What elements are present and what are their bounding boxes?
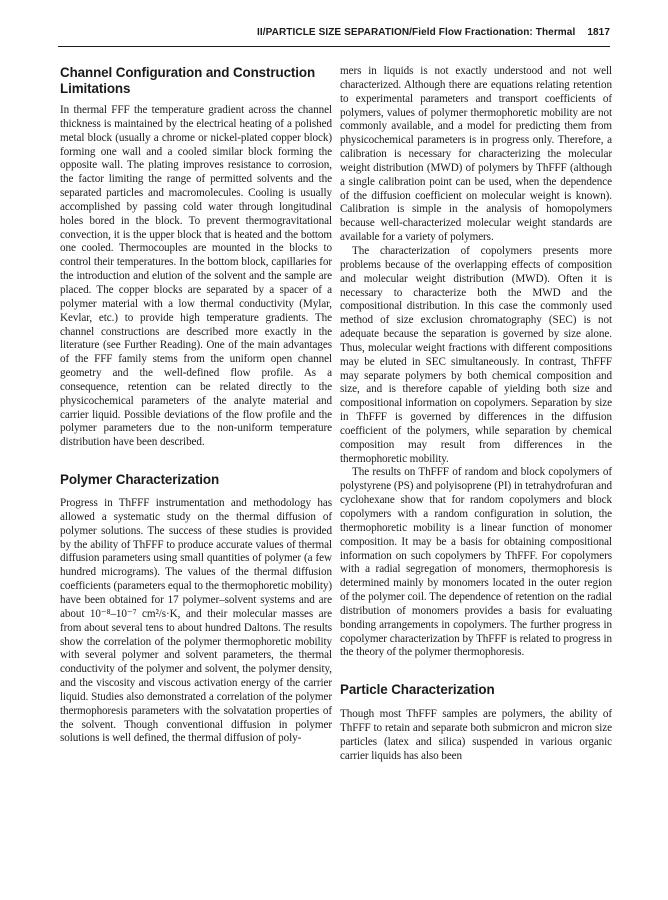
paragraph-polymer-calibration: mers in liquids is not exactly understood and not well characterized. Although there are equations relating retention to experimental parameters and transport coefficients of polymers, values of polymer thermophoretic mobility are not commonly available, and a model for predicting them from physicochemical parameters is in progress only. Therefore, a calibration is necessary for characterizing the molecular weight distribution (MWD) of polymers by ThFFF (although a single calibration point can be used, when the dependence of the diffusion coefficient on molecular weight is known). Calibration is simple in the analysis of homopolymers because well-characterized molecular weight standards are available for a variety of polymers. [340,65,612,244]
running-head [58,27,610,38]
paragraph-polymer-characterization: Progress in ThFFF instrumentation and methodology has allowed a systematic study on the thermal diffusion of polymer solutions. The success of these studies is provided by the ability of ThFFF to produce accurate values of thermal diffusion parameters using small quantities of polymer (a few hundred micrograms). The values of the thermal diffusion coefficients (parameters equal to the thermophoretic mobility) have been obtained for 17 polymer–solvent systems and are about 10⁻⁸–10⁻⁷ cm²/s·K, and their molecular masses are from about several tens to about hundred Daltons. The results show the correlation of the polymer thermophoretic mobility with several polymer and solvent parameters, the thermal conductivity of the polymer and solvent, the polymer density, and the viscosity and viscous activation energy of the carrier liquid. Studies also demonstrated a correlation of the polymer thermophoresis parameters with the solvatation properties of the solvent. Though conventional diffusion in polymer solutions is well defined, the thermal diffusion of poly- [60,497,333,745]
paragraph-channel-configuration: In thermal FFF the temperature gradient across the channel thickness is maintained by the electrical heating of a polished metal block (usually a chrome or nickel-plated copper block) forming one wall and a cooled similar block forming the opposite wall. The plating improves resistance to corrosion, the factor limiting the range of permitted solvents and the separated particles and macromolecules. Cooling is usually accomplished by passing cold water through longitudinal holes bored in the block. To prevent thermogravitational convection, it is the upper block that is heated and the bottom one cooled. Thermocouples are mounted in the blocks to control their temperatures. In the bottom block, capillaries for the introduction and elution of the solvent and the sample are placed. The copper blocks are separated by a spacer of a polymer material with a low thermal conductivity (Mylar, Kevlar, etc.) to provide high temperature gradients. The channel constructions are described more exactly in the literature (see Further Reading). One of the main advantages of the FFF family stems from the uniform open channel geometry and the well-defined flow profile. As a consequence, retention can be related directly to the physicochemical parameters of the analyte material and carrier liquid. Possible deviations of the flow profile and the polymer parameters due to the non-uniform temperature distribution have been described. [60,104,332,449]
section-heading-channel-configuration: Channel Configuration and Construction Limitations [60,65,316,96]
right-column [340,65,612,764]
page-number: 1817 [587,27,610,38]
paragraph-particle-characterization: Though most ThFFF samples are polymers, the ability of ThFFF to retain and separate both submicron and micron size particles (latex and silica) suspended in various organic carrier liquids has also been [340,708,612,762]
paragraph-copolymer-results: The results on ThFFF of random and block copolymers of polystyrene (PS) and polyisoprene (PI) in tetrahydrofuran and cyclohexane show that for random copolymers and block copolymers with a random configuration in solution, the thermophoretic mobility is a linear function of monomer composition. It may be a basis for obtaining compositional information on such copolymers by ThFFF. For copolymers with a radial segregation of monomers, thermophoresis is determined mainly by monomers located in the outer region of the polymer coil. The dependence of retention on the radial distribution of monomers provides a basis for evaluating bonding arrangements in copolymers. The further progress in copolymer characterization by ThFFF is related to progress in the theory of the polymer thermophoresis. [340,466,612,659]
header-rule [58,46,610,47]
left-column [60,65,332,746]
section-heading-polymer-characterization: Polymer Characterization [60,472,220,488]
paragraph-copolymer-characterization: The characterization of copolymers presents more problems because of the overlapping effects of composition and molecular weight distribution (MWD). Often it is necessary to characterize both the MWD and the compositional distribution. In this case the commonly used method of size exclusion chromatography (SEC) is not adequate because the separation is governed by size alone. Thus, molecular weight fractions with different compositions may be eluted in SEC simultaneously. In contrast, ThFFF may separate polymers by both chemical composition and size, and is therefore capable of yielding both size and compositional information on copolymers. Separation by size in ThFFF is governed by differences in the diffusion coefficient of the polymers, while separation by chemical composition may result from differences in the thermophoretic mobility. [340,244,612,465]
section-heading-particle-characterization: Particle Characterization [340,682,495,698]
running-title: II/PARTICLE SIZE SEPARATION/Field Flow Fractionation: Thermal [257,27,576,38]
